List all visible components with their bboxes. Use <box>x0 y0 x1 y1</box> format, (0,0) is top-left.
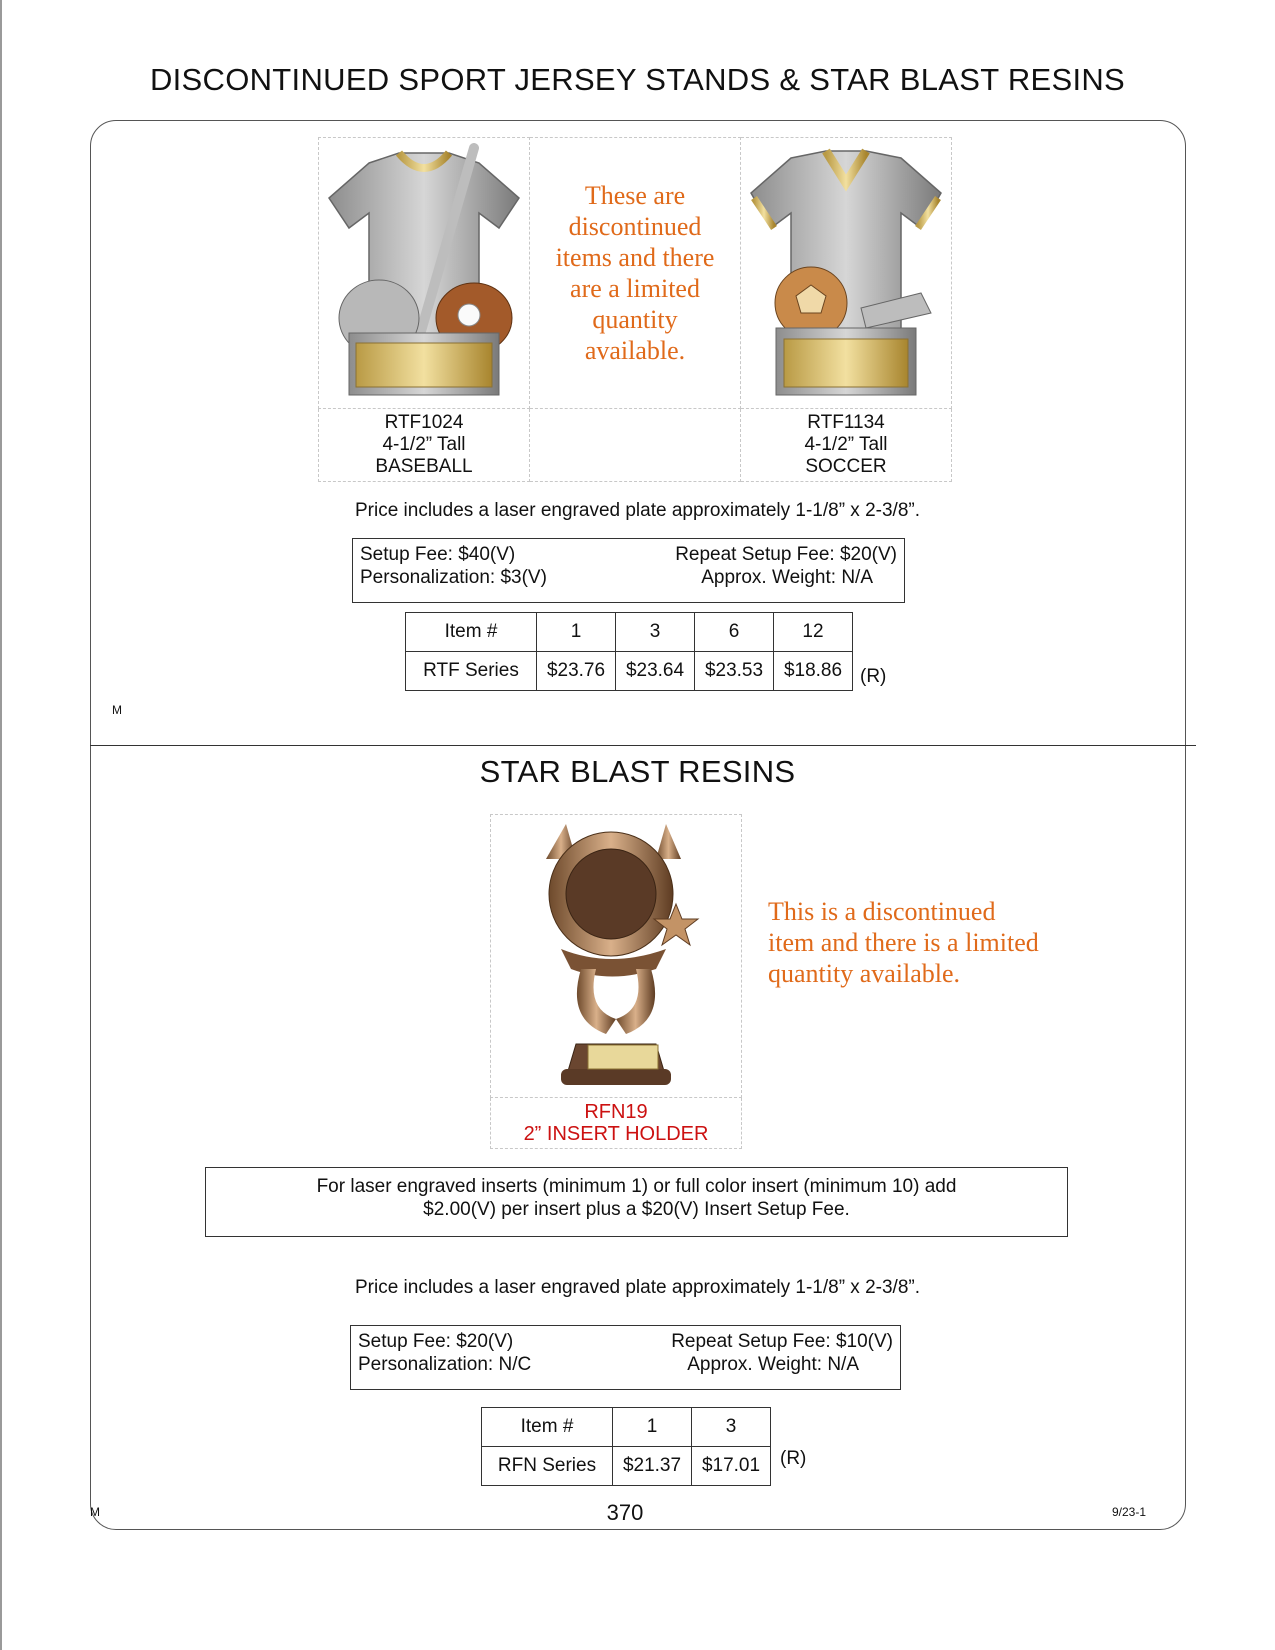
insert-info-box <box>205 1167 1068 1237</box>
product-image-cell <box>491 815 742 1098</box>
approx-weight: Approx. Weight: N/A <box>687 1354 859 1375</box>
price-includes-note: Price includes a laser engraved plate approximately 1-1/8” x 2-3/8”. <box>354 1277 920 1298</box>
table-row <box>406 652 853 691</box>
product-image-cell <box>319 138 530 409</box>
price-cell: $18.86 <box>774 652 853 691</box>
insert-info-line: $2.00(V) per insert plus a $20(V) Insert Setup Fee. <box>423 1199 850 1220</box>
baseball-jersey-trophy-image <box>324 143 524 399</box>
setup-fee: Setup Fee: $40(V) <box>360 544 516 565</box>
product-name: 2” INSERT HOLDER <box>523 1123 709 1145</box>
table-header-cell: Item # <box>482 1408 613 1447</box>
footer-date-code: 9/23-1 <box>1112 1505 1147 1519</box>
fee-box <box>350 1325 901 1390</box>
product-caption <box>741 409 952 482</box>
product-code: RTF1024 <box>384 412 464 433</box>
series-name: RFN Series <box>482 1447 613 1486</box>
product-image-cell <box>741 138 952 409</box>
price-includes-note: Price includes a laser engraved plate approximately 1-1/8” x 2-3/8”. <box>354 500 920 521</box>
discontinued-note: This is a discontinued item and there is a limited quantity available. <box>768 897 1039 988</box>
product-caption <box>491 1098 742 1149</box>
price-cell: $21.37 <box>613 1447 692 1486</box>
table-row <box>482 1447 771 1486</box>
price-cell: $23.53 <box>695 652 774 691</box>
jersey-product-grid <box>318 137 952 482</box>
corner-mark: M <box>112 703 122 717</box>
personalization-fee: Personalization: $3(V) <box>360 567 547 588</box>
page-number: 370 <box>606 1500 644 1525</box>
series-name: RTF Series <box>406 652 537 691</box>
page-edge-line <box>0 0 2 1650</box>
page-title: DISCONTINUED SPORT JERSEY STANDS & STAR BLAST RESINS <box>149 62 1126 97</box>
approx-weight: Approx. Weight: N/A <box>701 567 873 588</box>
table-header-cell: Item # <box>406 613 537 652</box>
retail-mark: (R) <box>780 1448 807 1469</box>
product-size: 4-1/2” Tall <box>804 434 888 455</box>
table-header-cell: 6 <box>695 613 774 652</box>
discontinued-note: These are discontinued items and there are a limited quantity available. <box>555 181 715 365</box>
setup-fee: Setup Fee: $20(V) <box>358 1331 514 1352</box>
price-cell: $23.64 <box>616 652 695 691</box>
empty-caption-cell <box>530 409 741 482</box>
repeat-setup-fee: Repeat Setup Fee: $20(V) <box>675 544 897 565</box>
table-header-cell: 1 <box>613 1408 692 1447</box>
star-blast-trophy-image <box>506 819 726 1089</box>
table-header-cell: 1 <box>537 613 616 652</box>
table-header-row <box>406 613 853 652</box>
discontinued-note-cell <box>530 138 741 409</box>
table-header-cell: 12 <box>774 613 853 652</box>
product-code: RFN19 <box>584 1101 648 1123</box>
section-divider <box>90 745 1196 746</box>
price-cell: $23.76 <box>537 652 616 691</box>
table-header-cell: 3 <box>616 613 695 652</box>
table-header-row <box>482 1408 771 1447</box>
product-sport: BASEBALL <box>375 456 473 477</box>
fee-box <box>352 538 905 603</box>
rfn-price-table <box>481 1407 771 1486</box>
price-cell: $17.01 <box>692 1447 771 1486</box>
soccer-jersey-trophy-image <box>746 143 946 399</box>
retail-mark: (R) <box>860 666 887 687</box>
product-caption <box>319 409 530 482</box>
product-size: 4-1/2” Tall <box>382 434 466 455</box>
personalization-fee: Personalization: N/C <box>358 1354 532 1375</box>
footer-left-mark: M <box>90 1505 100 1519</box>
rtf-price-table <box>405 612 853 691</box>
table-header-cell: 3 <box>692 1408 771 1447</box>
repeat-setup-fee: Repeat Setup Fee: $10(V) <box>671 1331 893 1352</box>
product-code: RTF1134 <box>807 412 885 433</box>
section-title: STAR BLAST RESINS <box>479 754 796 789</box>
insert-info-line: For laser engraved inserts (minimum 1) or full color insert (minimum 10) add <box>316 1176 957 1197</box>
product-sport: SOCCER <box>805 456 887 477</box>
star-blast-product-grid <box>490 814 742 1149</box>
